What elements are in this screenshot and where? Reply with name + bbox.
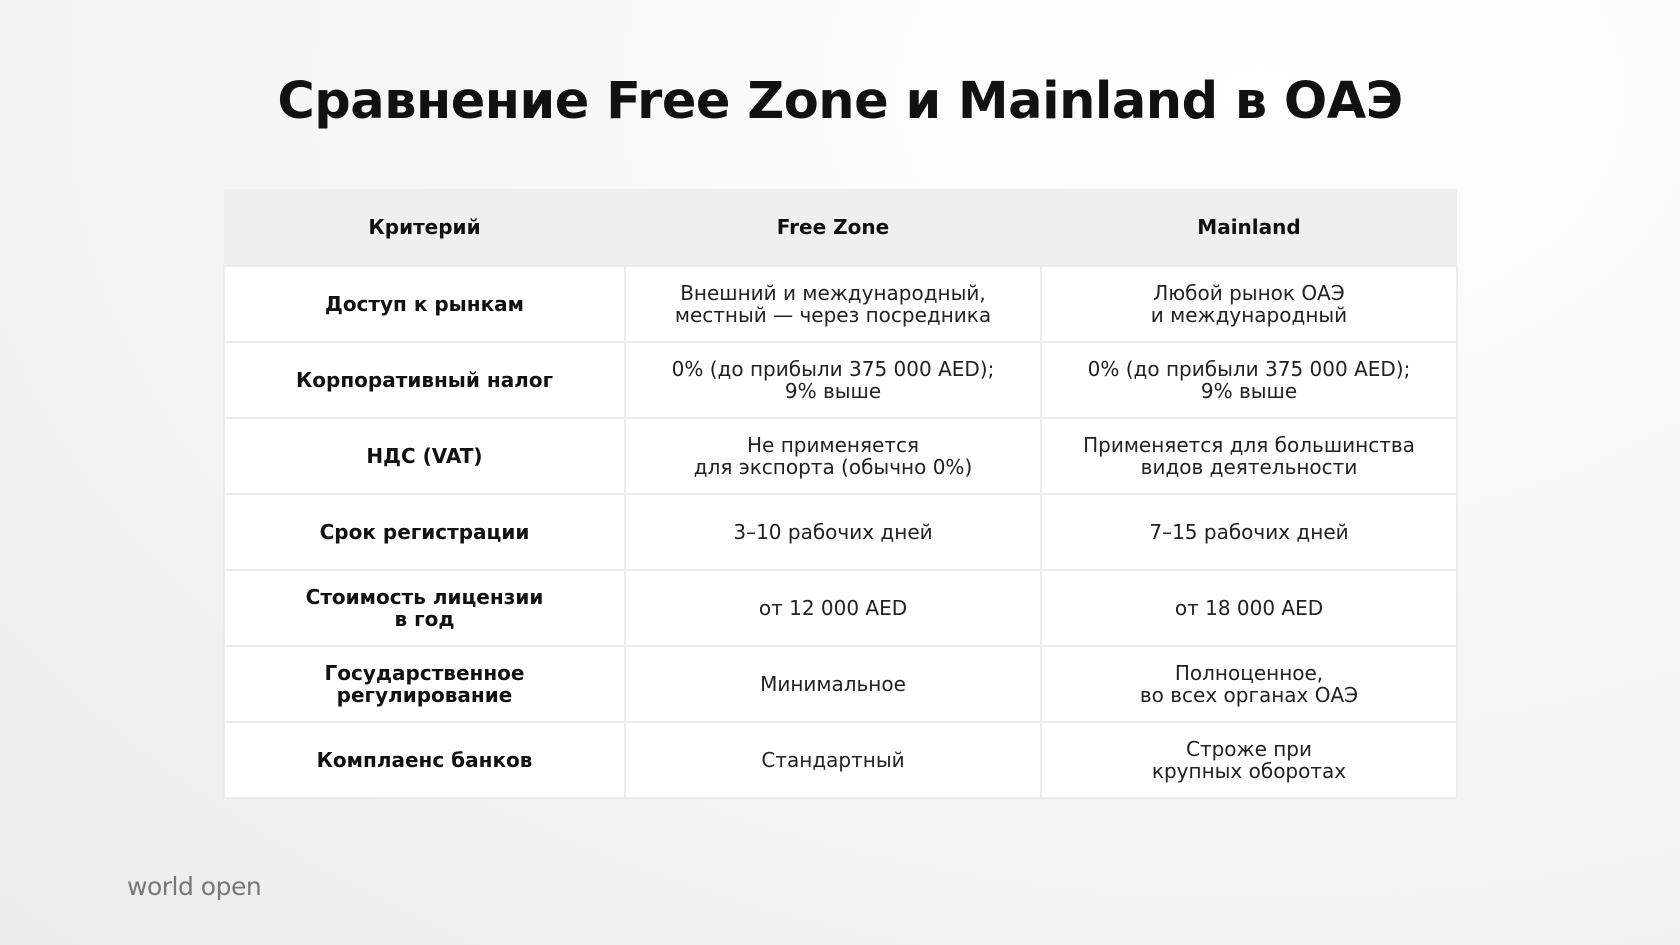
brand-logo: world open xyxy=(127,872,262,901)
criterion-cell: Стоимость лицензии в год xyxy=(224,570,625,646)
mainland-cell: Любой рынок ОАЭ и международный xyxy=(1041,266,1457,342)
table-row xyxy=(224,494,1457,570)
criterion-cell: Корпоративный налог xyxy=(224,342,625,418)
free-zone-cell: Не применяется для экспорта (обычно 0%) xyxy=(625,418,1041,494)
free-zone-cell: Внешний и международный, местный — через посредника xyxy=(625,266,1041,342)
table-row xyxy=(224,266,1457,342)
mainland-cell: от 18 000 AED xyxy=(1041,570,1457,646)
mainland-cell: 0% (до прибыли 375 000 AED); 9% выше xyxy=(1041,342,1457,418)
criterion-cell: Срок регистрации xyxy=(224,494,625,570)
mainland-cell: Применяется для большинства видов деятельности xyxy=(1041,418,1457,494)
comparison-table xyxy=(223,189,1458,799)
mainland-cell: Полноценное, во всех органах ОАЭ xyxy=(1041,646,1457,722)
free-zone-cell: 0% (до прибыли 375 000 AED); 9% выше xyxy=(625,342,1041,418)
free-zone-cell: Стандартный xyxy=(625,722,1041,798)
table-row xyxy=(224,418,1457,494)
table-row xyxy=(224,722,1457,798)
criterion-cell: Комплаенс банков xyxy=(224,722,625,798)
mainland-cell: 7–15 рабочих дней xyxy=(1041,494,1457,570)
criterion-cell: Доступ к рынкам xyxy=(224,266,625,342)
column-header-criterion: Критерий xyxy=(224,189,625,266)
table-row xyxy=(224,570,1457,646)
column-header-free-zone: Free Zone xyxy=(625,189,1041,266)
free-zone-cell: Минимальное xyxy=(625,646,1041,722)
column-header-mainland: Mainland xyxy=(1041,189,1457,266)
mainland-cell: Строже при крупных оборотах xyxy=(1041,722,1457,798)
page-title: Сравнение Free Zone и Mainland в ОАЭ xyxy=(277,72,1403,131)
criterion-cell: Государственное регулирование xyxy=(224,646,625,722)
table-row xyxy=(224,342,1457,418)
free-zone-cell: 3–10 рабочих дней xyxy=(625,494,1041,570)
free-zone-cell: от 12 000 AED xyxy=(625,570,1041,646)
table-header-row xyxy=(224,189,1457,266)
table-row xyxy=(224,646,1457,722)
criterion-cell: НДС (VAT) xyxy=(224,418,625,494)
